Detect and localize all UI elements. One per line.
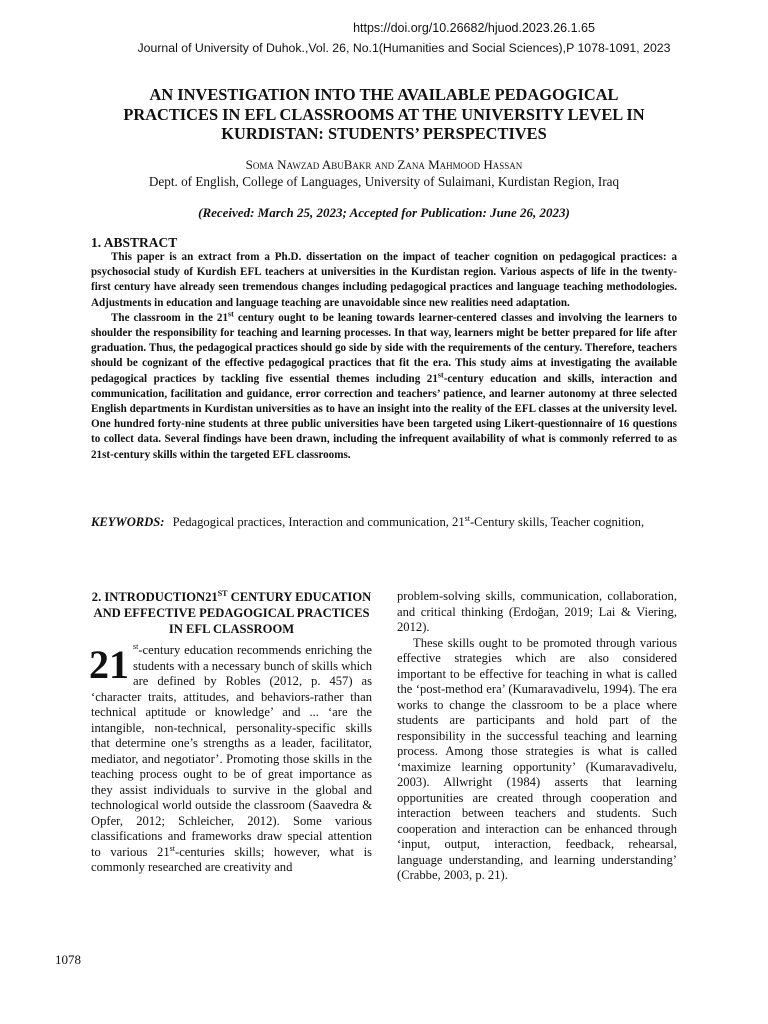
intro-heading-sup: ST: [217, 588, 228, 598]
paper-title: AN INVESTIGATION INTO THE AVAILABLE PEDAGOGICAL PRACTICES IN EFL CLASSROOMS AT THE UNIVERSITY LEVEL IN KURDISTAN: STUDENTS’ PERSPECTIVES: [123, 85, 645, 143]
keywords-text-b: -Century skills, Teacher cognition,: [469, 515, 645, 529]
drop-cap: 21: [89, 642, 129, 687]
intro-heading-part-a: 2. INTRODUCTION21: [91, 590, 218, 604]
received-dates: (Received: March 25, 2023; Accepted for Publication: June 26, 2023): [198, 205, 570, 220]
abstract-paragraph-2: [91, 311, 677, 463]
intro-left-text-b: -centuries skills; however, what is commonly researched are creativity and: [91, 844, 372, 874]
abstract-paragraph-1: This paper is an extract from a Ph.D. dissertation on the impact of teacher cognition on pedagogical practices: a psychosocial study of Kurdish EFL teachers at universities in the Kurdistan region. Various aspects of life in the twenty-first century have already seen tremendous changes including pedagogical practices and language teaching methodologies. Adjustments in education and language teaching are unavoidable since new realities need adaptation.: [91, 251, 677, 309]
page-number: 1078: [55, 952, 81, 967]
abstract-heading: 1. ABSTRACT: [91, 235, 178, 250]
keywords-sup: st: [464, 513, 470, 523]
abstract-p2-sup-2: st: [437, 369, 444, 379]
intro-sup-1: st: [133, 641, 139, 651]
abstract-p2-sup-1: st: [228, 309, 234, 319]
authors: Soma Nawzad AbuBakr and Zana Mahmood Hassan: [245, 157, 523, 172]
doi-link[interactable]: https://doi.org/10.26682/hjuod.2023.26.1.65: [353, 21, 595, 35]
intro-left-text-a: -century education recommends enriching the students with a necessary bunch of skills which are defined by Robles (2012, p. 457) as ‘character traits, attitudes, and behaviors-rather than technical aptitude or knowledge’ and ... ‘are the intangible, non-technical, personality-specific skills that determine one’s strengths as a leader, facilitator, mediator, and negotiator’. Promoting those skills in the teaching process ought to be of great importance as they assist individuals to survive in the global and technological world outside the classroom (Saavedra & Opfer, 2012; Schleicher, 2012). Some various classifications and frameworks draw special attention to various 21: [91, 643, 372, 859]
affiliation: Dept. of English, College of Languages, University of Sulaimani, Kurdistan Region, Iraq: [148, 174, 620, 189]
right-column: [397, 589, 677, 884]
keywords-label: KEYWORDS:: [91, 515, 165, 529]
intro-paragraph-2: These skills ought to be promoted through various effective strategies which are also considered important to be effective for teaching in what is called the ‘post-method era’ (Kumaravadivelu, 1994). The era works to change the classroom to be a place where students are participants and hold part of the responsibility in the successful teaching and learning process. Among those strategies is what is called ‘maximize learning opportunity’ (Kumaravadivelu, 2003). Allwright (1984) asserts that learning opportunities are created through cooperation and interaction between teachers and students. Such cooperation and interaction can be enhanced through ‘input, output, interaction, feedback, rehearsal, language understanding, and learning understanding’ (Crabbe, 2003, p. 21).: [397, 635, 677, 882]
abstract-p2-part-c: -century education and skills, interaction and communication, facilitation and guidance, error correction and teachers’ patience, and learner autonomy at three selected English departments in Kurdistan universities as to have an insight into the reality of the EFL classes at the university level. One hundred forty-nine students at three public universities have been targeted using Likert-questionnaire of 16 questions to collect data. Several findings have been drawn, including the infrequent availability of what is commonly referred to as 21st-century skills within the targeted EFL classrooms.: [91, 372, 678, 461]
keywords: [91, 514, 677, 531]
intro-paragraph-continued: problem-solving skills, communication, collaboration, and critical thinking (Erdoğan, 2019; Lai & Viering, 2012).: [397, 589, 677, 634]
introduction-heading: [91, 589, 372, 637]
abstract-p2-part-a: The classroom in the 21: [111, 311, 229, 324]
intro-paragraph-1: [91, 643, 372, 876]
left-column: [91, 589, 372, 876]
abstract-p2-part-b: century ought to be leaning towards learner-centered classes and involving the learners to shoulder the responsibility for teaching and learning processes. In that way, learners might be better prepared for life after graduation. Thus, the pedagogical practices should go side by side with the requirements of the century. Therefore, teachers should be cognizant of the effective pedagogical practices that fit the era. This study aims at investigating the available pedagogical practices by tackling five essential themes including 21: [91, 311, 678, 385]
abstract-body: [91, 250, 677, 463]
keywords-text-a: Pedagogical practices, Interaction and communication, 21: [172, 515, 465, 529]
intro-heading-part-b: CENTURY EDUCATION AND EFFECTIVE PEDAGOGICAL PRACTICES IN EFL CLASSROOM: [93, 590, 372, 636]
journal-citation: Journal of University of Duhok.,Vol. 26, No.1(Humanities and Social Sciences),P 1078-1091, 2023: [137, 41, 671, 55]
intro-sup-2: st: [169, 843, 175, 853]
